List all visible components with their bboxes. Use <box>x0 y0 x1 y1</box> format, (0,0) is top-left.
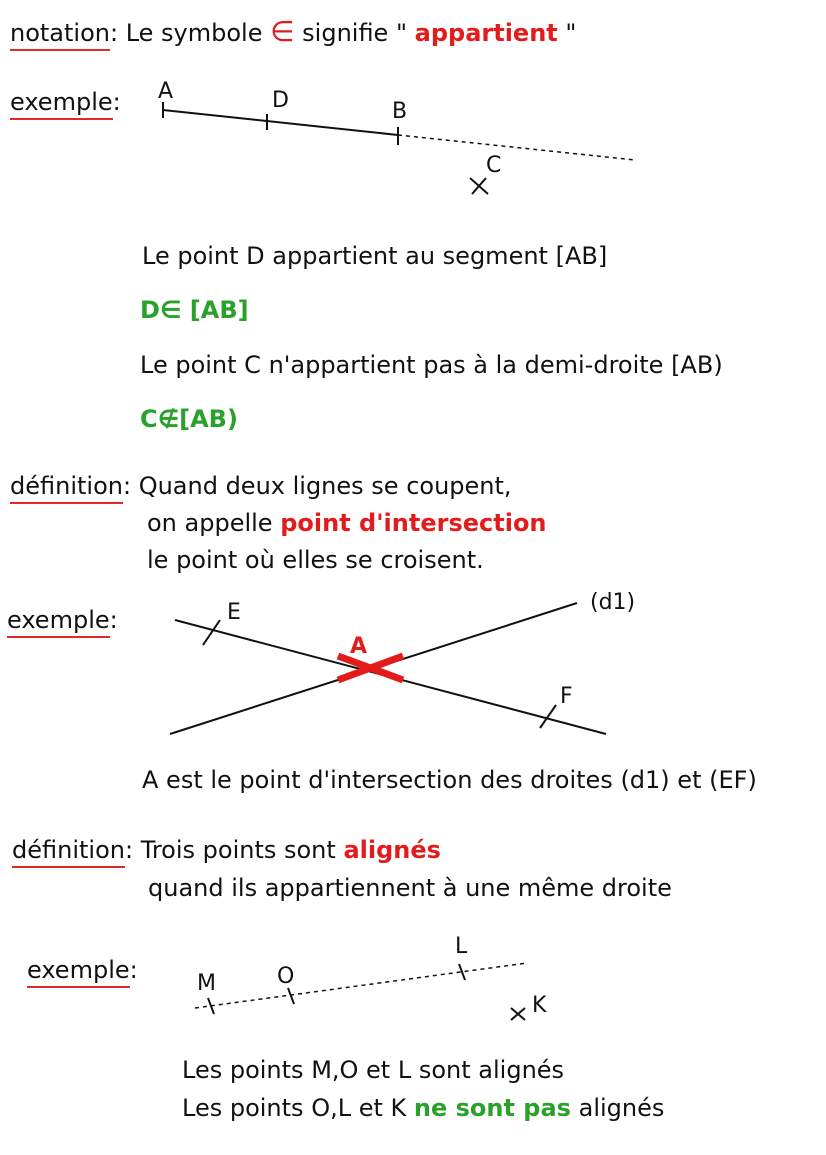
definition1-highlight: point d'intersection <box>280 509 547 537</box>
notation-text-mid: signifie " <box>302 19 407 47</box>
notation-text-pre: Le symbole <box>125 19 263 47</box>
tick-e <box>203 620 220 645</box>
example1-line2: Le point C n'appartient pas à la demi-droite [AB) <box>140 351 723 379</box>
example3-label: exemple <box>27 956 130 988</box>
ray-extension <box>398 135 635 160</box>
point-k-label: K <box>532 993 547 1018</box>
tick-o <box>288 988 294 1004</box>
example1-heading: exemple: <box>10 90 121 114</box>
point-f-label: F <box>560 684 573 709</box>
definition1-line2-pre: on appelle <box>147 509 273 537</box>
definition2-line2: quand ils appartiennent à une même droite <box>148 874 672 902</box>
point-a-intersection-label: A <box>350 634 368 659</box>
definition1-line1: Quand deux lignes se coupent, <box>138 472 512 500</box>
definition2-label: définition <box>12 836 125 868</box>
example3-line2-pre: Les points O,L et K <box>182 1094 407 1122</box>
point-l-label: L <box>455 934 468 959</box>
segment-ab <box>163 110 398 135</box>
element-of-symbol: ∈ <box>270 15 295 48</box>
example3-heading: exemple: <box>27 958 138 982</box>
point-c-label: C <box>486 153 502 178</box>
example3-line2-post: alignés <box>578 1094 665 1122</box>
point-d-label: D <box>272 88 289 113</box>
notation-highlight: appartient <box>414 19 558 47</box>
notation-row: notation: Le symbole ∈ signifie " appartient " <box>10 18 576 46</box>
example1-line1: Le point D appartient au segment [AB] <box>142 242 608 270</box>
example1-formula1: D∈ [AB] <box>140 296 249 324</box>
figure-segment-ab <box>158 79 635 194</box>
definition1-label: définition <box>10 472 123 504</box>
point-m-label: M <box>197 971 216 996</box>
notation-label: notation <box>10 19 110 51</box>
point-a-label: A <box>158 79 174 104</box>
example3-highlight: ne sont pas <box>413 1094 571 1122</box>
point-e-label: E <box>227 600 241 625</box>
point-o-label: O <box>277 964 295 989</box>
figure-aligned-points <box>195 934 547 1020</box>
point-b-label: B <box>392 99 408 124</box>
definition1-row2 <box>147 511 547 535</box>
example2-label: exemple <box>7 606 110 638</box>
example1-label: exemple <box>10 88 113 120</box>
definition2-line1-pre: Trois points sont <box>140 836 336 864</box>
line-mol <box>195 963 527 1008</box>
definition1-line3: le point où elles se croisent. <box>147 546 484 574</box>
example3-line1: Les points M,O et L sont alignés <box>182 1056 565 1084</box>
notation-text-post: " <box>565 19 577 47</box>
figure-intersection <box>170 590 635 734</box>
example2-sentence: A est le point d'intersection des droites (d1) et (EF) <box>142 766 757 794</box>
definition2-row1: définition: Trois points sont alignés <box>12 838 441 862</box>
definition1-row1: définition: Quand deux lignes se coupent, <box>10 474 512 498</box>
definition2-highlight: alignés <box>343 836 441 864</box>
line-d1-label: (d1) <box>590 590 636 615</box>
example3-row2 <box>182 1096 664 1120</box>
example2-heading: exemple: <box>7 608 118 632</box>
example1-formula2: C∉[AB) <box>140 405 238 433</box>
